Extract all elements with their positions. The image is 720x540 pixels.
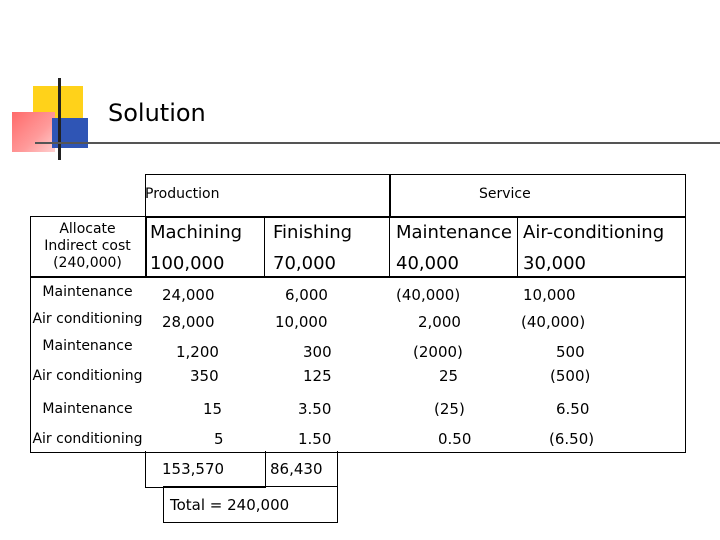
machining-header: Machining: [150, 222, 243, 243]
cell-machining: 28,000: [162, 313, 215, 331]
cell-machining: 1,200: [176, 343, 219, 361]
cell-maintenance: (2000): [413, 343, 463, 361]
production-header: Production: [145, 186, 220, 202]
service-header-box: [389, 174, 686, 218]
cell-air: 10,000: [523, 286, 576, 304]
air-conditioning-base: 30,000: [523, 253, 586, 274]
cell-air: (6.50): [549, 430, 595, 448]
cell-air: 500: [556, 343, 585, 361]
air-conditioning-header: Air-conditioning: [523, 222, 665, 243]
cell-maintenance: 0.50: [438, 430, 472, 448]
row-label: Air conditioning: [32, 368, 143, 384]
cell-finishing: 6,000: [285, 286, 328, 304]
cell-air: (500): [550, 367, 591, 385]
total-machining: 153,570: [162, 460, 225, 478]
cell-maintenance: (25): [434, 400, 465, 418]
page-title: Solution: [108, 99, 206, 127]
finishing-base: 70,000: [273, 253, 336, 274]
title-underline: [35, 142, 720, 144]
allocate-label: [30, 221, 145, 272]
cell-maintenance: 25: [439, 367, 459, 385]
cell-machining: 15: [203, 400, 223, 418]
cell-maintenance: 2,000: [418, 313, 461, 331]
maintenance-header: Maintenance: [396, 222, 512, 243]
allocate-line-1: Allocate: [59, 221, 116, 237]
col-divider-3: [517, 216, 518, 276]
row-label: Air conditioning: [32, 431, 143, 447]
col-divider-2: [389, 216, 390, 276]
cell-air: (40,000): [521, 313, 586, 331]
maintenance-base: 40,000: [396, 253, 459, 274]
allocate-line-2: Indirect cost: [44, 238, 131, 254]
machining-base: 100,000: [150, 253, 225, 274]
finishing-header: Finishing: [273, 222, 353, 243]
cell-air: 6.50: [556, 400, 590, 418]
cell-finishing: 3.50: [298, 400, 332, 418]
cell-finishing: 125: [303, 367, 332, 385]
service-header: Service: [479, 186, 531, 202]
cell-machining: 5: [214, 430, 224, 448]
total-finishing: 86,430: [270, 460, 323, 478]
allocate-line-3: (240,000): [53, 255, 122, 271]
cell-finishing: 300: [303, 343, 332, 361]
grand-total: Total = 240,000: [170, 496, 290, 514]
col-divider-1: [264, 216, 265, 276]
allocation-body-box: [30, 276, 686, 453]
cell-finishing: 10,000: [275, 313, 328, 331]
logo-vertical-line: [58, 78, 61, 160]
row-label: Air conditioning: [32, 311, 143, 327]
row-label: Maintenance: [42, 401, 133, 417]
row-label: Maintenance: [42, 338, 133, 354]
row-label: Maintenance: [42, 284, 133, 300]
cell-machining: 350: [190, 367, 219, 385]
cell-finishing: 1.50: [298, 430, 332, 448]
logo-red-square: [12, 112, 55, 152]
cell-machining: 24,000: [162, 286, 215, 304]
cell-maintenance: (40,000): [396, 286, 461, 304]
